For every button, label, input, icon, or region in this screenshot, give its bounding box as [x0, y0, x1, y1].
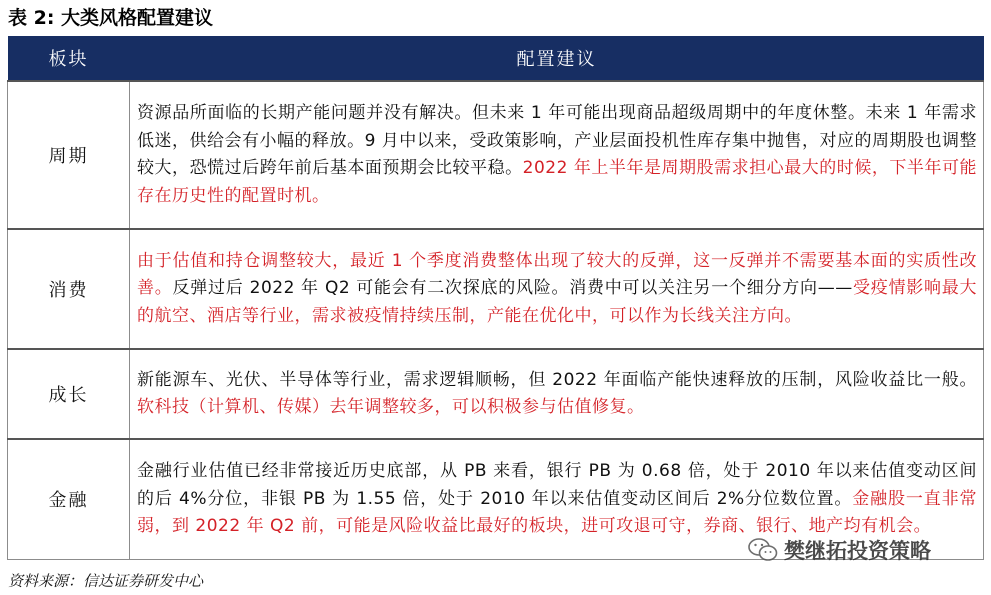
source-note: 资料来源：信达证券研发中心	[8, 572, 204, 590]
advice-highlight: 受疫情影响最大的航空、酒店等行业，需求被疫情持续压制，产能在优化中，可以作为长线关注方向。	[137, 278, 978, 326]
table-title: 表 2: 大类风格配置建议	[8, 7, 214, 29]
watermark	[748, 534, 931, 566]
advice-cell	[130, 349, 984, 439]
advice-highlight: 由于估值和持仓调整较大，最近 1 个季度消费整体出现了较大的反弹，这一反弹并不需要基本面的实质性改善。	[137, 250, 977, 299]
advice-text: 反弹过后 2022 年 Q2 可能会有二次探底的风险。消费中可以关注另一个细分方向——	[172, 278, 853, 299]
wechat-icon	[748, 537, 778, 563]
advice-highlight: 软科技（计算机、传媒）去年调整较多，可以积极参与估值修复。	[137, 397, 645, 417]
advice-text: 新能源车、光伏、半导体等行业，需求逻辑顺畅，但 2022 年面临产能快速释放的压制，风险收益比一般。	[137, 369, 977, 390]
allocation-table	[7, 36, 984, 560]
table-header-row	[8, 36, 984, 81]
watermark-text: 樊继拓投资策略	[784, 539, 931, 563]
sector-cell: 金融	[8, 439, 130, 559]
table-row	[8, 81, 984, 229]
table-row	[8, 349, 984, 439]
advice-text: 资源品所面临的长期产能问题并没有解决。但未来 1 年可能出现商品超级周期中的年度休整。未来 1 年需求低迷，供给会有小幅的释放。9 月中以来，受政策影响，产业层面投机性库存集中抛售，对应的周期股也调整较大，恐慌过后跨年前后基本面预期会比较平稳。	[137, 103, 977, 178]
advice-text: 金融行业估值已经非常接近历史底部，从 PB 来看，银行 PB 为 0.68 倍，处于 2010 年以来估值变动区间的后 4%分位，非银 PB 为 1.55 倍，处于 2010 年以来估值变动区间后 2%分位数位置。	[137, 461, 977, 509]
sector-cell: 周期	[8, 81, 130, 229]
advice-highlight: 金融股一直非常弱，到 2022 年 Q2 前，可能是风险收益比最好的板块，进可攻退可守，券商、银行、地产均有机会。	[137, 488, 978, 536]
sector-cell: 消费	[8, 229, 130, 349]
header-sector: 板块	[8, 36, 130, 81]
table-row	[8, 229, 984, 349]
advice-cell	[130, 81, 984, 229]
header-advice: 配置建议	[130, 36, 984, 81]
advice-cell	[130, 229, 984, 349]
sector-cell: 成长	[8, 349, 130, 439]
advice-highlight: 2022 年上半年是周期股需求担心最大的时候，下半年可能存在历史性的配置时机。	[137, 158, 978, 206]
